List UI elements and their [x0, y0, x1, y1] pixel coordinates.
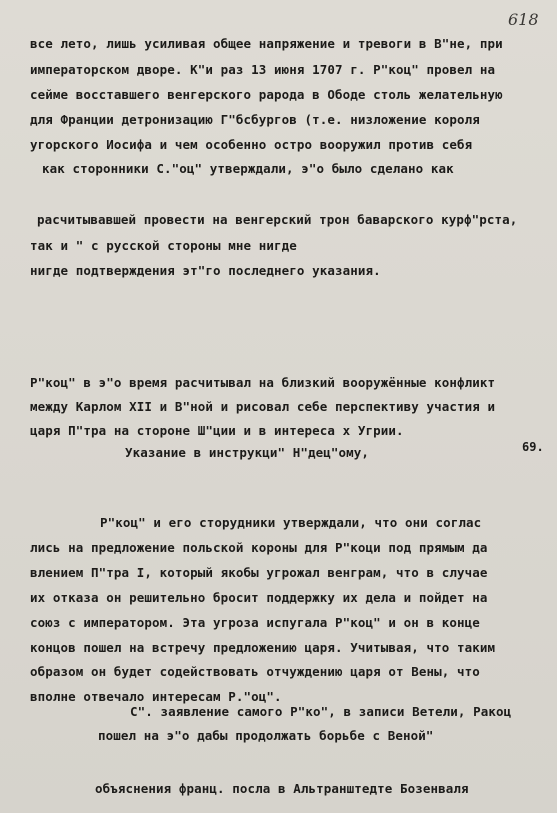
text-line: объяснения франц. посла в Альтранштедте Бозенваля [95, 781, 469, 796]
text-line: расчитывавшей провести на венгерский трон баварского курф"рста, [37, 212, 518, 227]
text-line: их отказа он решительно бросит поддержку их дела и пойдет на [30, 590, 488, 605]
text-line: Р"коц" и его сторудники утверждали, что они соглас [100, 515, 482, 530]
text-line: императорском дворе. К"и раз 13 июня 1707 г. Р"коц" провел на [30, 62, 496, 77]
text-line: нигде подтверждения эт"го последнего указания. [30, 263, 381, 278]
text-line: образом он будет содействовать отчуждению царя от Вены, что [30, 664, 480, 679]
text-line: угорского Иосифа и чем особенно остро вооружил против себя [30, 137, 473, 152]
page-number: 618 [508, 10, 539, 29]
text-line: союз с императором. Эта угроза испугала Р"коц" и он в конце [30, 615, 480, 630]
text-line: вполне отвечало интересам Р."оц". [30, 689, 282, 704]
text-line: царя П"тра на стороне Ш"ции и в интереса х Угрии. [30, 423, 404, 438]
text-line: С". заявление самого Р"ко", в записи Ветели, Ракоц [130, 704, 512, 719]
text-line: сейме восставшего венгерского рарода в Ободе столь желательную [30, 87, 503, 102]
margin-number: 69. [522, 440, 544, 454]
text-line: Р"коц" в э"о время расчитывал на близкий вооружённые конфликт [30, 375, 496, 390]
text-line: так и " с русской стороны мне нигде [30, 238, 297, 253]
text-line: как сторонники С."оц" утверждали, э"о было сделано как [42, 161, 454, 176]
text-line: концов пошел на встречу предложению царя. Учитывая, что таким [30, 640, 496, 655]
text-line: все лето, лишь усиливая общее напряжение и тревоги в В"не, при [30, 36, 503, 51]
text-line: пошел на э"о дабы продолжать борьбе с Веной" [98, 728, 434, 743]
text-line: между Карлом XII и В"ной и рисовал себе перспективу участия и [30, 399, 496, 414]
text-line: влением П"тра I, который якобы угрожал венграм, что в случае [30, 565, 488, 580]
text-line: лись на предложение польской короны для Р"коци под прямым да [30, 540, 488, 555]
text-line: для Франции детронизацию Г"бсбургов (т.е. низложение короля [30, 112, 480, 127]
text-line: Указание в инструкци" Н"дец"ому, [125, 445, 370, 460]
